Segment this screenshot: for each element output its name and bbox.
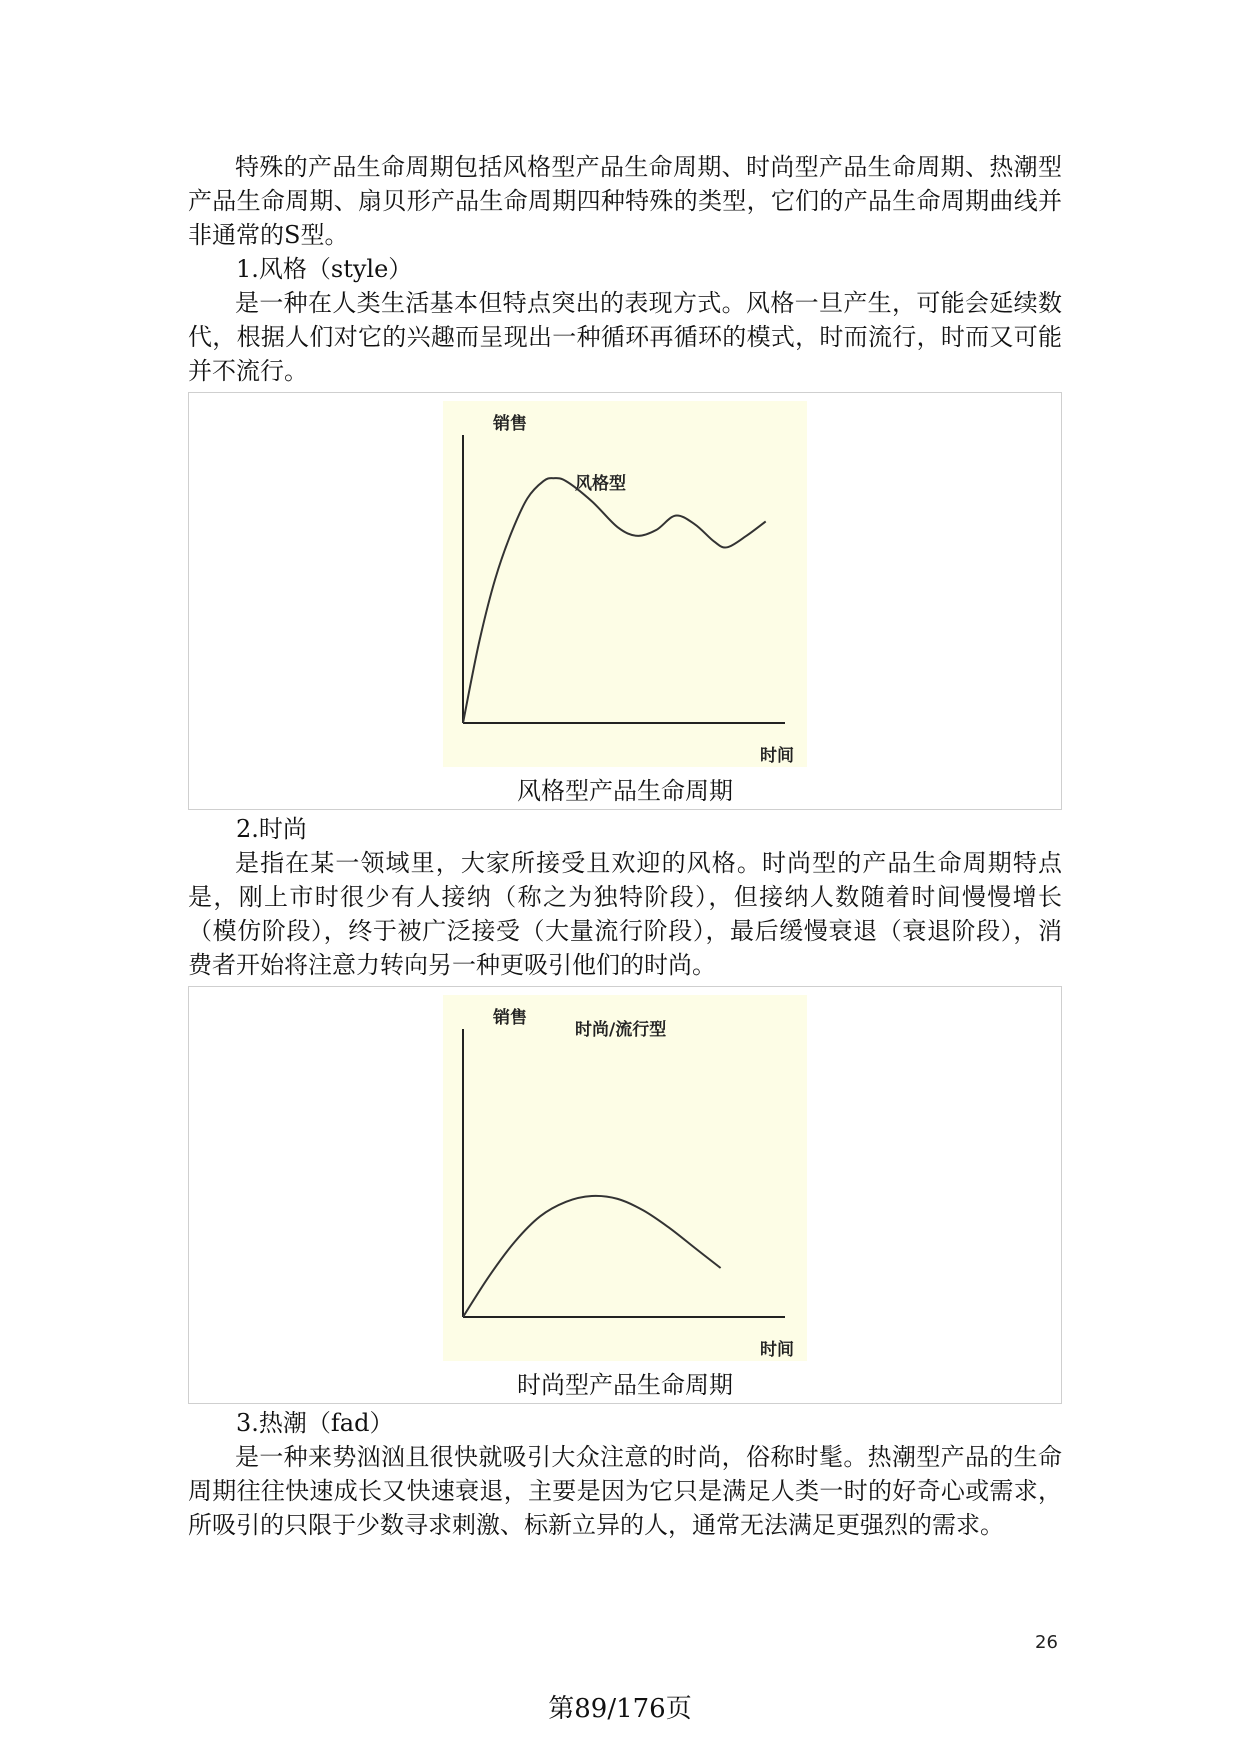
chart-title: 时尚/流行型 (575, 1020, 667, 1040)
y-axis-label: 销售 (493, 1008, 527, 1028)
document-body (188, 150, 1062, 1542)
x-axis-label: 时间 (760, 1340, 794, 1360)
fashion-figure (188, 986, 1062, 1404)
fashion-figure-caption: 时尚型产品生命周期 (517, 1371, 733, 1399)
y-axis-label: 销售 (493, 414, 527, 434)
chart-background (443, 401, 807, 767)
style-heading: 1.风格（style） (236, 255, 413, 283)
fashion-paragraph: 是指在某一领域里，大家所接受且欢迎的风格。时尚型的产品生命周期特点是，刚上市时很少有人接纳（称之为独特阶段），但接纳人数随着时间慢慢增长（模仿阶段），终于被广泛接受（大量流行阶段），最后缓慢衰退（衰退阶段），消费者开始将注意力转向另一种更吸引他们的时尚。 (188, 849, 1062, 979)
chart-background (443, 995, 807, 1361)
x-axis-label: 时间 (760, 746, 794, 766)
fad-paragraph: 是一种来势汹汹且很快就吸引大众注意的时尚，俗称时髦。热潮型产品的生命周期往往快速成长又快速衰退，主要是因为它只是满足人类一时的好奇心或需求，所吸引的只限于少数寻求刺激、标新立异的人，通常无法满足更强烈的需求。 (188, 1443, 1062, 1539)
fashion-chart (415, 987, 835, 1369)
style-figure-caption: 风格型产品生命周期 (517, 777, 733, 805)
chart-title: 风格型 (575, 474, 626, 494)
style-paragraph: 是一种在人类生活基本但特点突出的表现方式。风格一旦产生，可能会延续数代，根据人们对它的兴趣而呈现出一种循环再循环的模式，时而流行，时而又可能并不流行。 (188, 289, 1062, 385)
style-figure (188, 392, 1062, 810)
page-number: 26 (1035, 1632, 1058, 1653)
fashion-heading: 2.时尚 (236, 815, 307, 843)
style-chart (415, 393, 835, 775)
page-footer: 第89/176页 (548, 1694, 692, 1724)
intro-paragraph: 特殊的产品生命周期包括风格型产品生命周期、时尚型产品生命周期、热潮型产品生命周期、扇贝形产品生命周期四种特殊的类型，它们的产品生命周期曲线并非通常的S型。 (188, 153, 1062, 249)
fad-heading: 3.热潮（fad） (236, 1409, 394, 1437)
